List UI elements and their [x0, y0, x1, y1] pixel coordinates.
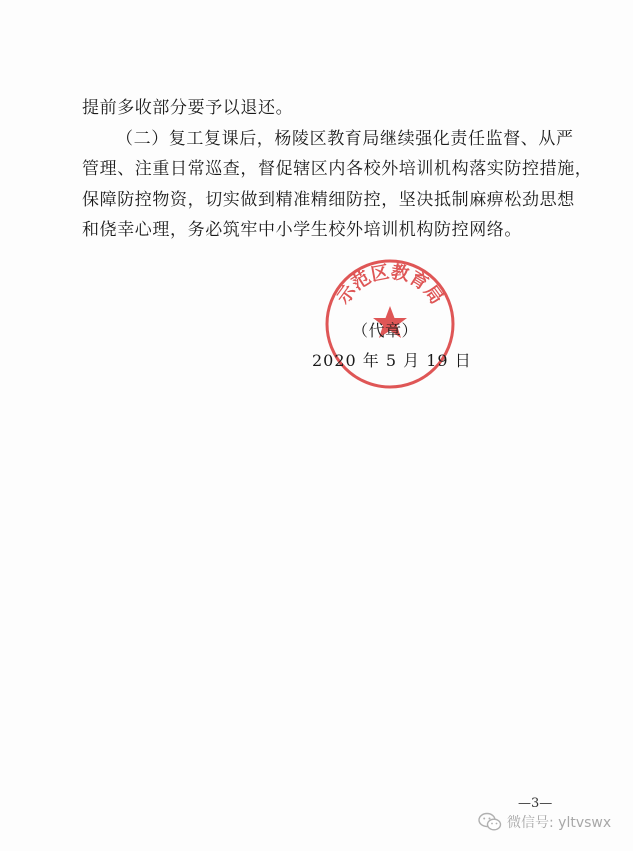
- svg-text:示范区教育局: [333, 261, 447, 309]
- wechat-watermark: [478, 812, 611, 832]
- wechat-icon: [478, 812, 502, 832]
- paragraph-line: 提前多收部分要予以退还。: [82, 98, 294, 118]
- wechat-id: 微信号: yltvswx: [507, 815, 612, 831]
- seal-text: 示范区教育局: [333, 261, 447, 309]
- seal-caption: （代章）: [352, 321, 419, 340]
- page-number: —3—: [518, 796, 553, 811]
- document-date: 2020 年 5 月 19 日: [312, 351, 472, 370]
- paragraph-line: （二）复工复课后，杨陵区教育局继续强化责任监督、从严: [116, 128, 574, 149]
- paragraph-line: 和侥幸心理，务必筑牢中小学生校外培训机构防控网络。: [82, 220, 522, 240]
- paragraph-line: 保障防控物资，切实做到精准精细防控，坚决抵制麻痹松劲思想: [82, 189, 575, 210]
- body-text: [82, 93, 593, 246]
- paragraph-line: 管理、注重日常巡查，督促辖区内各校外培训机构落实防控措施，: [82, 159, 593, 179]
